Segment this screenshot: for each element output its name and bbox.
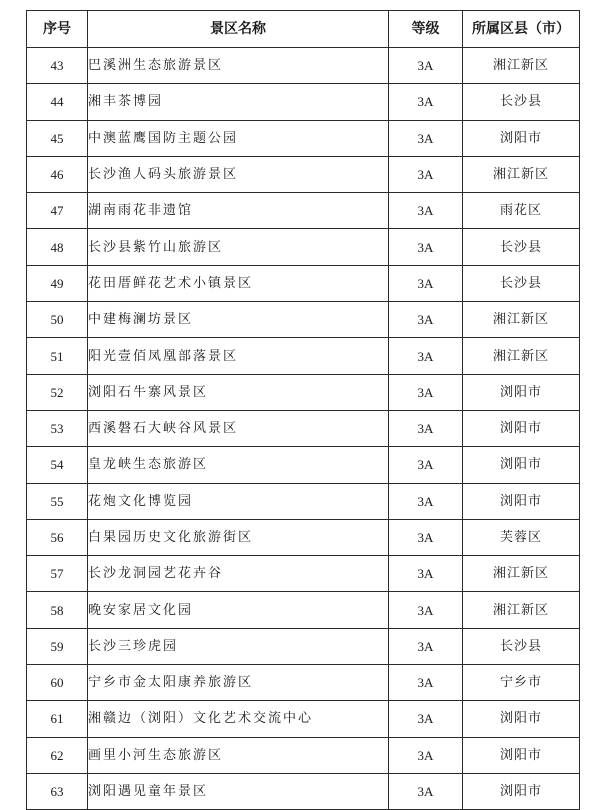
- level-cell: 3A: [389, 84, 463, 120]
- serial-number-cell: 62: [27, 737, 88, 773]
- serial-number-cell: 58: [27, 592, 88, 628]
- district-cell: 宁乡市: [463, 665, 580, 701]
- level-cell: 3A: [389, 265, 463, 301]
- table-row: [27, 229, 580, 265]
- table-row: [27, 665, 580, 701]
- district-cell: 湘江新区: [463, 338, 580, 374]
- serial-number-cell: 54: [27, 447, 88, 483]
- level-cell: 3A: [389, 410, 463, 446]
- district-cell: 浏阳市: [463, 410, 580, 446]
- district-cell: 湘江新区: [463, 592, 580, 628]
- table-row: [27, 737, 580, 773]
- serial-number-cell: 47: [27, 193, 88, 229]
- level-cell: 3A: [389, 229, 463, 265]
- scenic-area-name-cell: 长沙渔人码头旅游景区: [88, 156, 389, 192]
- header-serial-number: 序号: [27, 11, 88, 48]
- scenic-area-name-cell: 长沙龙洞园艺花卉谷: [88, 556, 389, 592]
- level-cell: 3A: [389, 701, 463, 737]
- level-cell: 3A: [389, 447, 463, 483]
- serial-number-cell: 43: [27, 48, 88, 84]
- scenic-area-name-cell: 长沙县紫竹山旅游区: [88, 229, 389, 265]
- district-cell: 浏阳市: [463, 737, 580, 773]
- district-cell: 芙蓉区: [463, 519, 580, 555]
- scenic-area-name-cell: 长沙三珍虎园: [88, 628, 389, 664]
- level-cell: 3A: [389, 193, 463, 229]
- serial-number-cell: 49: [27, 265, 88, 301]
- level-cell: 3A: [389, 302, 463, 338]
- table-row: [27, 628, 580, 664]
- serial-number-cell: 57: [27, 556, 88, 592]
- level-cell: 3A: [389, 374, 463, 410]
- header-district: 所属区县（市）: [463, 11, 580, 48]
- level-cell: 3A: [389, 556, 463, 592]
- district-cell: 浏阳市: [463, 773, 580, 809]
- header-scenic-area-name: 景区名称: [88, 11, 389, 48]
- district-cell: 浏阳市: [463, 701, 580, 737]
- serial-number-cell: 63: [27, 773, 88, 809]
- district-cell: 湘江新区: [463, 556, 580, 592]
- serial-number-cell: 45: [27, 120, 88, 156]
- table-row: [27, 374, 580, 410]
- header-level: 等级: [389, 11, 463, 48]
- level-cell: 3A: [389, 737, 463, 773]
- scenic-area-name-cell: 皇龙峡生态旅游区: [88, 447, 389, 483]
- scenic-area-name-cell: 浏阳遇见童年景区: [88, 773, 389, 809]
- serial-number-cell: 61: [27, 701, 88, 737]
- scenic-area-name-cell: 白果园历史文化旅游街区: [88, 519, 389, 555]
- table-row: [27, 48, 580, 84]
- district-cell: 雨花区: [463, 193, 580, 229]
- scenic-area-name-cell: 浏阳石牛寨风景区: [88, 374, 389, 410]
- table-row: [27, 447, 580, 483]
- level-cell: 3A: [389, 156, 463, 192]
- serial-number-cell: 52: [27, 374, 88, 410]
- scenic-area-name-cell: 晚安家居文化园: [88, 592, 389, 628]
- serial-number-cell: 50: [27, 302, 88, 338]
- district-cell: 长沙县: [463, 229, 580, 265]
- table-row: [27, 592, 580, 628]
- table-row: [27, 265, 580, 301]
- scenic-area-name-cell: 西溪磐石大峡谷风景区: [88, 410, 389, 446]
- district-cell: 湘江新区: [463, 156, 580, 192]
- district-cell: 浏阳市: [463, 374, 580, 410]
- level-cell: 3A: [389, 48, 463, 84]
- scenic-area-name-cell: 阳光壹佰凤凰部落景区: [88, 338, 389, 374]
- district-cell: 浏阳市: [463, 447, 580, 483]
- level-cell: 3A: [389, 773, 463, 809]
- table-row: [27, 120, 580, 156]
- scenic-area-name-cell: 巴溪洲生态旅游景区: [88, 48, 389, 84]
- scenic-area-name-cell: 花田厝鲜花艺术小镇景区: [88, 265, 389, 301]
- table-row: [27, 519, 580, 555]
- district-cell: 湘江新区: [463, 302, 580, 338]
- level-cell: 3A: [389, 665, 463, 701]
- level-cell: 3A: [389, 519, 463, 555]
- table-row: [27, 483, 580, 519]
- serial-number-cell: 46: [27, 156, 88, 192]
- scenic-area-name-cell: 花炮文化博览园: [88, 483, 389, 519]
- table-row: [27, 701, 580, 737]
- serial-number-cell: 59: [27, 628, 88, 664]
- scenic-area-name-cell: 湘丰茶博园: [88, 84, 389, 120]
- table-row: [27, 302, 580, 338]
- serial-number-cell: 44: [27, 84, 88, 120]
- scenic-area-name-cell: 画里小河生态旅游区: [88, 737, 389, 773]
- serial-number-cell: 53: [27, 410, 88, 446]
- level-cell: 3A: [389, 628, 463, 664]
- serial-number-cell: 51: [27, 338, 88, 374]
- level-cell: 3A: [389, 120, 463, 156]
- serial-number-cell: 60: [27, 665, 88, 701]
- scenic-area-name-cell: 中澳蓝鹰国防主题公园: [88, 120, 389, 156]
- table-row: [27, 338, 580, 374]
- district-cell: 湘江新区: [463, 48, 580, 84]
- district-cell: 长沙县: [463, 265, 580, 301]
- serial-number-cell: 56: [27, 519, 88, 555]
- scenic-area-name-cell: 湘赣边（浏阳）文化艺术交流中心: [88, 701, 389, 737]
- district-cell: 浏阳市: [463, 483, 580, 519]
- table-header-row: [27, 11, 580, 48]
- serial-number-cell: 55: [27, 483, 88, 519]
- level-cell: 3A: [389, 338, 463, 374]
- scenic-area-table: [26, 10, 580, 810]
- table-row: [27, 193, 580, 229]
- serial-number-cell: 48: [27, 229, 88, 265]
- district-cell: 长沙县: [463, 628, 580, 664]
- table-row: [27, 773, 580, 809]
- level-cell: 3A: [389, 592, 463, 628]
- table-row: [27, 156, 580, 192]
- district-cell: 长沙县: [463, 84, 580, 120]
- table-body: [27, 48, 580, 810]
- scenic-area-name-cell: 湖南雨花非遗馆: [88, 193, 389, 229]
- level-cell: 3A: [389, 483, 463, 519]
- table-row: [27, 84, 580, 120]
- scenic-area-name-cell: 中建梅澜坊景区: [88, 302, 389, 338]
- table-row: [27, 556, 580, 592]
- scenic-area-name-cell: 宁乡市金太阳康养旅游区: [88, 665, 389, 701]
- district-cell: 浏阳市: [463, 120, 580, 156]
- table-row: [27, 410, 580, 446]
